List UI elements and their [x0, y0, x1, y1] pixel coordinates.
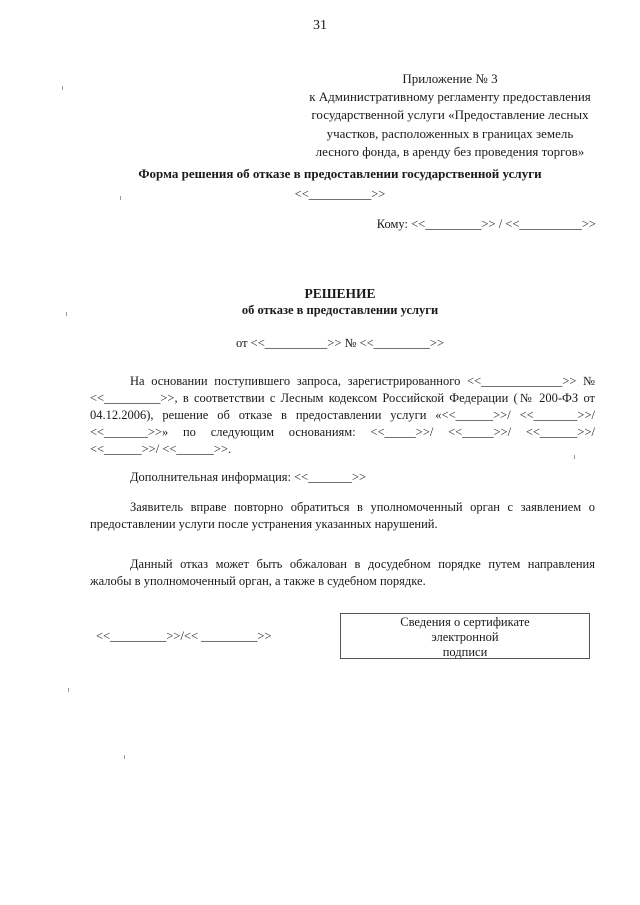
signature-placeholder: <<_________>>/<< _________>>: [96, 629, 272, 643]
page-number: 31: [313, 18, 327, 33]
decision-date-number: от <<__________>> № <<_________>>: [236, 336, 444, 350]
scan-speck: [68, 688, 69, 692]
basis-paragraph: На основании поступившего запроса, зарегистрированного <<_____________>> № <<_________>>, в соответствии с Лесным кодексом Российской Федерации (№ 200-ФЗ от 04.12.2006), решение об отказе в предоставлении услуги «<<______>>/ <<_______>>/ <<_______>>» по следующим основаниям: <<_____>>/ <<_____>>/ <<______>>/ <<______>>/ <<______>>.: [90, 374, 595, 456]
appendix-header: [300, 70, 600, 161]
recipient-line: Кому: <<_________>> / <<__________>>: [376, 217, 596, 231]
appendix-line: лесного фонда, в аренду без проведения торгов»: [315, 143, 585, 159]
appeal-paragraph: Данный отказ может быть обжалован в досудебном порядке путем направления жалобы в уполномоченный орган, а также в судебном порядке.: [90, 557, 595, 588]
appendix-title: Приложение № 3: [402, 71, 498, 86]
decision-subtitle: об отказе в предоставлении услуги: [241, 303, 439, 317]
decision-title: РЕШЕНИЕ: [304, 286, 376, 301]
scan-speck: [120, 196, 121, 200]
scan-speck: [66, 312, 67, 316]
scan-speck: [124, 755, 125, 759]
certificate-line: подписи: [442, 645, 488, 659]
certificate-line: электронной: [431, 630, 499, 644]
form-title: Форма решения об отказе в предоставлении государственной услуги: [138, 166, 542, 181]
appendix-line: к Административному регламенту предоставления: [309, 89, 591, 105]
scan-speck: [574, 455, 575, 459]
reapply-paragraph: Заявитель вправе повторно обратиться в уполномоченный орган с заявлением о предоставлении услуги после устранения указанных нарушений.: [90, 500, 595, 531]
form-ref-placeholder: <<__________>>: [294, 187, 386, 201]
appendix-line: государственной услуги «Предоставление лесных: [311, 107, 589, 123]
additional-info: Дополнительная информация: <<_______>>: [130, 470, 367, 484]
certificate-box: [340, 613, 590, 659]
certificate-line: Сведения о сертификате: [400, 615, 530, 629]
appendix-line: участков, расположенных в границах земель: [326, 125, 574, 141]
scan-speck: [62, 86, 63, 90]
